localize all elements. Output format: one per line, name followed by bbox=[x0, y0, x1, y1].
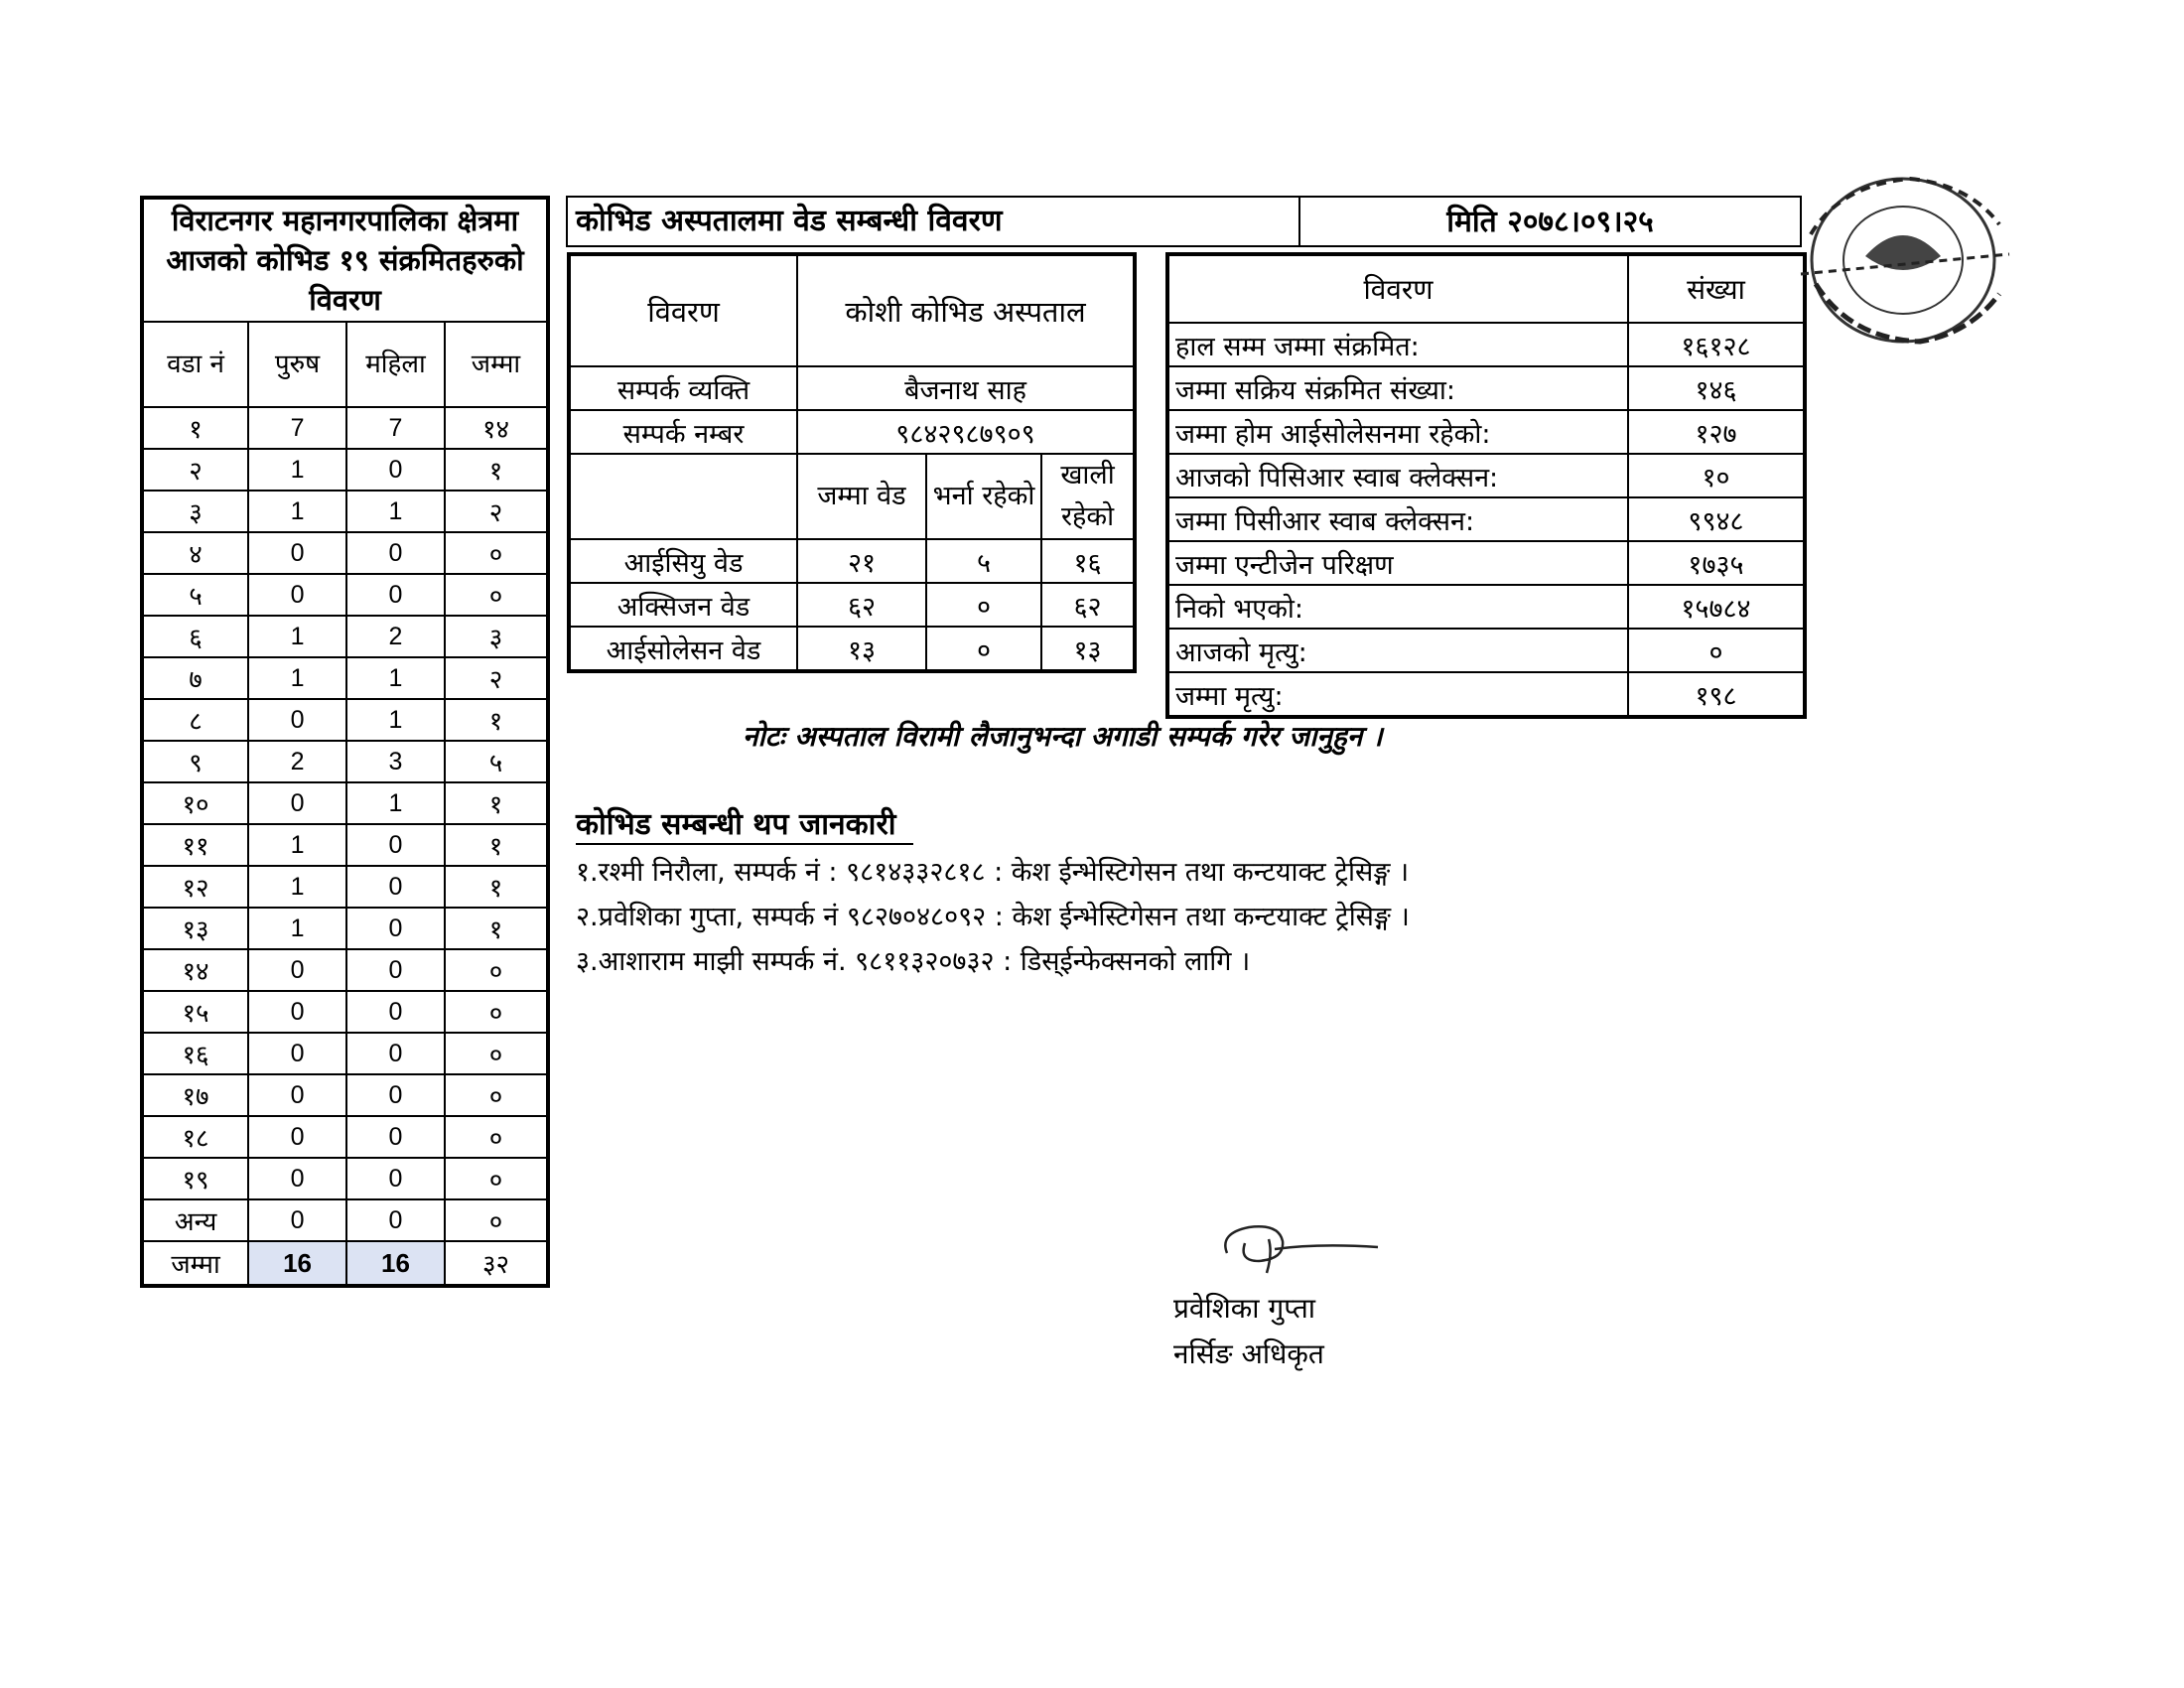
ward-female: 0 bbox=[346, 532, 445, 574]
col-male: पुरुष bbox=[248, 322, 346, 407]
ward-number: १७ bbox=[142, 1074, 248, 1116]
ward-male: 0 bbox=[248, 1033, 346, 1074]
ward-number: ९ bbox=[142, 741, 248, 782]
table-row bbox=[142, 491, 548, 532]
ward-total: ३ bbox=[445, 616, 548, 657]
ward-number: १ bbox=[142, 407, 248, 449]
bed-admitted: ० bbox=[926, 583, 1041, 627]
bed-total: २१ bbox=[797, 539, 926, 583]
ward-female: 0 bbox=[346, 866, 445, 908]
ward-number: १० bbox=[142, 782, 248, 824]
bed-type: अक्सिजन वेड bbox=[569, 583, 797, 627]
table-row bbox=[142, 1033, 548, 1074]
summary-value: १९८ bbox=[1628, 672, 1805, 717]
bed-empty: १६ bbox=[1041, 539, 1135, 583]
covid-summary-table bbox=[1165, 252, 1807, 719]
ward-male: 2 bbox=[248, 741, 346, 782]
ward-male: 0 bbox=[248, 991, 346, 1033]
ward-total: ० bbox=[445, 1158, 548, 1199]
total-female: 16 bbox=[346, 1241, 445, 1286]
table-row bbox=[1167, 454, 1805, 497]
ward-male: 1 bbox=[248, 491, 346, 532]
summary-value: १२७ bbox=[1628, 410, 1805, 454]
bed-empty: ६२ bbox=[1041, 583, 1135, 627]
col-ward: वडा नं bbox=[142, 322, 248, 407]
bed-col-detail: विवरण bbox=[569, 254, 797, 366]
ward-male: 1 bbox=[248, 908, 346, 949]
table-row bbox=[142, 866, 548, 908]
table-row bbox=[142, 699, 548, 741]
summary-value: ० bbox=[1628, 629, 1805, 672]
summary-label: निको भएको: bbox=[1167, 585, 1628, 629]
bed-type: आईसोलेसन वेड bbox=[569, 627, 797, 671]
subhead-admitted: भर्ना रहेको bbox=[926, 454, 1041, 539]
ward-female: 0 bbox=[346, 1033, 445, 1074]
summary-label: जम्मा मृत्यु: bbox=[1167, 672, 1628, 717]
ward-male: 0 bbox=[248, 1199, 346, 1241]
table-row bbox=[142, 741, 548, 782]
table-row bbox=[1167, 497, 1805, 541]
ward-male: 1 bbox=[248, 824, 346, 866]
ward-number: १८ bbox=[142, 1116, 248, 1158]
bed-subhead-empty bbox=[569, 454, 797, 539]
summary-value: १६१२८ bbox=[1628, 323, 1805, 366]
ward-number: ७ bbox=[142, 657, 248, 699]
ward-female: 0 bbox=[346, 824, 445, 866]
ward-number: १४ bbox=[142, 949, 248, 991]
more-info-title: कोभिड सम्बन्धी थप जानकारी bbox=[576, 802, 913, 845]
table-row bbox=[142, 1116, 548, 1158]
ward-total: १ bbox=[445, 824, 548, 866]
table-row bbox=[142, 782, 548, 824]
ward-female: 1 bbox=[346, 699, 445, 741]
ward-number: १५ bbox=[142, 991, 248, 1033]
table-row bbox=[142, 407, 548, 449]
ward-total: ० bbox=[445, 1033, 548, 1074]
ward-number: १२ bbox=[142, 866, 248, 908]
subhead-empty: खाली रहेको bbox=[1041, 454, 1135, 539]
ward-number: ११ bbox=[142, 824, 248, 866]
table-row bbox=[1167, 541, 1805, 585]
ward-table-title: विराटनगर महानगरपालिका क्षेत्रमा आजको कोभिड १९ संक्रमितहरुको विवरण bbox=[142, 198, 548, 322]
ward-number: १६ bbox=[142, 1033, 248, 1074]
ward-total: १ bbox=[445, 782, 548, 824]
summary-value: १० bbox=[1628, 454, 1805, 497]
ward-male: 0 bbox=[248, 1116, 346, 1158]
ward-female: 1 bbox=[346, 657, 445, 699]
summary-label: जम्मा पिसीआर स्वाब क्लेक्सन: bbox=[1167, 497, 1628, 541]
col-female: महिला bbox=[346, 322, 445, 407]
ward-male: 7 bbox=[248, 407, 346, 449]
municipality-seal-icon bbox=[1771, 165, 2035, 363]
ward-female: 0 bbox=[346, 1158, 445, 1199]
report-date: मिति २०७८।०९।२५ bbox=[1300, 196, 1802, 247]
bed-admitted: ० bbox=[926, 627, 1041, 671]
contact-person: बैजनाथ साह bbox=[797, 366, 1135, 410]
ward-male: 1 bbox=[248, 449, 346, 491]
ward-female: 0 bbox=[346, 449, 445, 491]
summary-value: १५७८४ bbox=[1628, 585, 1805, 629]
ward-male: 0 bbox=[248, 782, 346, 824]
ward-number: अन्य bbox=[142, 1199, 248, 1241]
bed-total: ६२ bbox=[797, 583, 926, 627]
ward-number: ३ bbox=[142, 491, 248, 532]
ward-female: 1 bbox=[346, 491, 445, 532]
summary-value: ९९४८ bbox=[1628, 497, 1805, 541]
table-row bbox=[142, 1074, 548, 1116]
bed-total: १३ bbox=[797, 627, 926, 671]
ward-male: 1 bbox=[248, 616, 346, 657]
ward-total-row bbox=[142, 1241, 548, 1286]
ward-female: 0 bbox=[346, 574, 445, 616]
ward-female: 7 bbox=[346, 407, 445, 449]
signature-icon bbox=[1209, 1213, 1388, 1283]
table-row bbox=[142, 657, 548, 699]
table-row bbox=[1167, 629, 1805, 672]
ward-female: 0 bbox=[346, 1116, 445, 1158]
table-row bbox=[1167, 366, 1805, 410]
ward-total: ० bbox=[445, 574, 548, 616]
info-line-3: ३.आशाराम माझी सम्पर्क नं. ९८११३२०७३२ : डिस्ईन्फेक्सनको लागि । bbox=[576, 946, 1251, 977]
ward-total: ० bbox=[445, 1074, 548, 1116]
ward-total: ० bbox=[445, 949, 548, 991]
table-row bbox=[142, 949, 548, 991]
col-total: जम्मा bbox=[445, 322, 548, 407]
table-row bbox=[142, 616, 548, 657]
ward-number: ६ bbox=[142, 616, 248, 657]
summary-col-count: संख्या bbox=[1628, 254, 1805, 323]
subhead-total-beds: जम्मा वेड bbox=[797, 454, 926, 539]
ward-female: 0 bbox=[346, 908, 445, 949]
ward-male: 0 bbox=[248, 1074, 346, 1116]
table-row bbox=[569, 539, 1135, 583]
table-row bbox=[142, 991, 548, 1033]
ward-female: 0 bbox=[346, 1074, 445, 1116]
table-row bbox=[142, 908, 548, 949]
summary-col-detail: विवरण bbox=[1167, 254, 1628, 323]
ward-female: 3 bbox=[346, 741, 445, 782]
bed-section-title: कोभिड अस्पतालमा वेड सम्बन्धी विवरण bbox=[566, 196, 1300, 247]
summary-value: १७३५ bbox=[1628, 541, 1805, 585]
summary-label: आजको मृत्यु: bbox=[1167, 629, 1628, 672]
info-line-1: १.रश्मी निरौला, सम्पर्क नं : ९८१४३३२८१८ : केश ईन्भेस्टिगेसन तथा कन्टयाक्ट ट्रेसिङ्ग । bbox=[576, 857, 1410, 888]
summary-label: आजको पिसिआर स्वाब क्लेक्सन: bbox=[1167, 454, 1628, 497]
table-row bbox=[142, 1199, 548, 1241]
ward-female: 1 bbox=[346, 782, 445, 824]
ward-number: ४ bbox=[142, 532, 248, 574]
ward-number: २ bbox=[142, 449, 248, 491]
info-line-2: २.प्रवेशिका गुप्ता, सम्पर्क नं ९८२७०४८०९२ : केश ईन्भेस्टिगेसन तथा कन्टयाक्ट ट्रेसिङ्ग । bbox=[576, 902, 1410, 932]
ward-number: १३ bbox=[142, 908, 248, 949]
ward-total: ० bbox=[445, 991, 548, 1033]
ward-total: ५ bbox=[445, 741, 548, 782]
signatory-title: नर्सिङ अधिकृत bbox=[1173, 1337, 1324, 1370]
total-all: ३२ bbox=[445, 1241, 548, 1286]
table-row bbox=[142, 449, 548, 491]
hospital-bed-table bbox=[567, 252, 1137, 673]
ward-total: ० bbox=[445, 1116, 548, 1158]
total-label: जम्मा bbox=[142, 1241, 248, 1286]
contact-number-label: सम्पर्क नम्बर bbox=[569, 410, 797, 454]
bed-admitted: ५ bbox=[926, 539, 1041, 583]
ward-total: २ bbox=[445, 491, 548, 532]
summary-label: जम्मा सक्रिय संक्रमित संख्या: bbox=[1167, 366, 1628, 410]
ward-female: 0 bbox=[346, 991, 445, 1033]
table-row bbox=[1167, 585, 1805, 629]
ward-cases-table bbox=[140, 196, 550, 1288]
summary-value: १४६ bbox=[1628, 366, 1805, 410]
ward-female: 0 bbox=[346, 1199, 445, 1241]
table-row bbox=[1167, 323, 1805, 366]
signatory-name: प्रवेशिका गुप्ता bbox=[1173, 1292, 1316, 1325]
ward-total: १ bbox=[445, 908, 548, 949]
table-row bbox=[142, 574, 548, 616]
ward-total: ० bbox=[445, 1199, 548, 1241]
ward-total: १ bbox=[445, 866, 548, 908]
table-row bbox=[142, 824, 548, 866]
ward-total: १ bbox=[445, 449, 548, 491]
ward-total: ० bbox=[445, 532, 548, 574]
ward-male: 0 bbox=[248, 1158, 346, 1199]
contact-person-label: सम्पर्क व्यक्ति bbox=[569, 366, 797, 410]
table-row bbox=[569, 627, 1135, 671]
contact-number: ९८४२९८७९०९ bbox=[797, 410, 1135, 454]
ward-male: 0 bbox=[248, 532, 346, 574]
ward-number: १९ bbox=[142, 1158, 248, 1199]
ward-total: २ bbox=[445, 657, 548, 699]
summary-label: जम्मा एन्टीजेन परिक्षण bbox=[1167, 541, 1628, 585]
total-male: 16 bbox=[248, 1241, 346, 1286]
table-row bbox=[1167, 672, 1805, 717]
ward-male: 0 bbox=[248, 699, 346, 741]
ward-total: १ bbox=[445, 699, 548, 741]
ward-number: ५ bbox=[142, 574, 248, 616]
bed-empty: १३ bbox=[1041, 627, 1135, 671]
ward-female: 0 bbox=[346, 949, 445, 991]
table-row bbox=[569, 583, 1135, 627]
ward-male: 0 bbox=[248, 949, 346, 991]
ward-male: 1 bbox=[248, 657, 346, 699]
summary-label: जम्मा होम आईसोलेसनमा रहेको: bbox=[1167, 410, 1628, 454]
ward-number: ८ bbox=[142, 699, 248, 741]
ward-male: 1 bbox=[248, 866, 346, 908]
summary-label: हाल सम्म जम्मा संक्रमित: bbox=[1167, 323, 1628, 366]
ward-female: 2 bbox=[346, 616, 445, 657]
ward-male: 0 bbox=[248, 574, 346, 616]
table-row bbox=[1167, 410, 1805, 454]
bed-type: आईसियु वेड bbox=[569, 539, 797, 583]
hospital-note: नोटः अस्पताल विरामी लैजानुभन्दा अगाडी सम्पर्क गरेर जानुहुन । bbox=[743, 720, 1383, 753]
hospital-name: कोशी कोभिड अस्पताल bbox=[797, 254, 1135, 366]
table-row bbox=[142, 532, 548, 574]
table-row bbox=[142, 1158, 548, 1199]
ward-total: १४ bbox=[445, 407, 548, 449]
